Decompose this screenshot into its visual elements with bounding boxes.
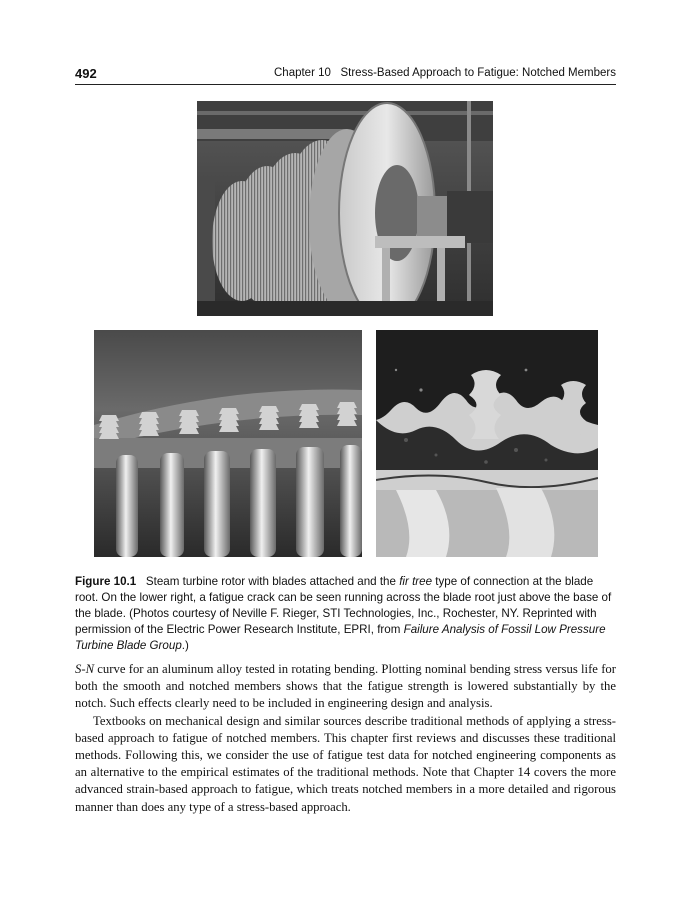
turbine-rotor-photo <box>197 101 493 316</box>
paragraph-1-text: curve for an aluminum alloy tested in rotating bending. Plotting nominal bending stress versus life for both the smooth and notched members shows that the fatigue strength is lowered substantially by the notch. Such effects clearly need to be included in engineering design and analysis. <box>75 662 616 711</box>
page-number: 492 <box>75 66 97 81</box>
figure-caption <box>75 574 616 654</box>
running-head: Chapter 10 Stress-Based Approach to Fatigue: Notched Members <box>274 67 616 79</box>
sn-italic: S-N <box>75 662 95 676</box>
page-header <box>75 66 616 84</box>
caption-italic-source: Failure Analysis of Fossil Low Pressure Turbine Blade Group <box>75 623 606 652</box>
paragraph-2-text: Textbooks on mechanical design and similar sources describe traditional methods of applying a stress-based approach to fatigue of notched members. This chapter first reviews and discusses these traditional methods. Following this, we consider the use of fatigue test data for notched engineering components as an alternative to the empirical estimates of the traditional methods. Note that Chapter 14 covers the more advanced strain-based approach to fatigue, which treats notched members in a more detailed and rigorous manner than does any type of a stress-based approach. <box>75 713 616 814</box>
header-rule <box>75 84 616 85</box>
fatigue-crack-closeup-photo <box>376 330 598 557</box>
caption-text-3: .) <box>181 639 189 652</box>
body-text <box>75 661 616 816</box>
fir-tree-blade-roots-photo <box>94 330 362 557</box>
caption-text-1: Steam turbine rotor with blades attached and the <box>145 575 400 588</box>
figure-label: Figure 10.1 <box>75 575 137 588</box>
paragraph-1 <box>75 661 616 713</box>
caption-text-2: type of connection at the blade root. On the lower right, a fatigue crack can be seen running across the blade root just above the base of the blade. (Photos courtesy of Neville F. Rieger, STI Technologies, Inc., Rochester, NY. Reprinted with permission of the Electric Power Research Institute, EPRI, from <box>75 575 612 636</box>
paragraph-2 <box>75 713 616 816</box>
caption-italic-fir-tree: fir tree <box>399 575 433 588</box>
